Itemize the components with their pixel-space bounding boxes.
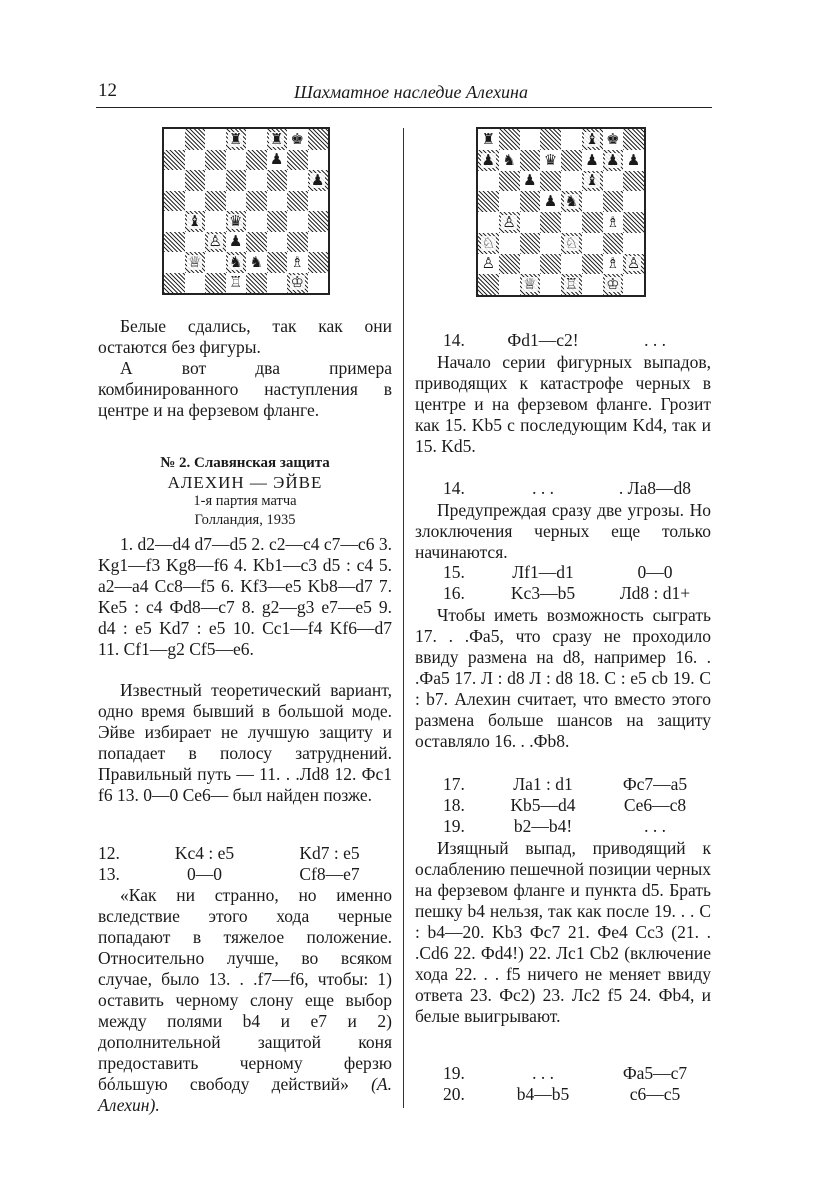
square-a7 — [164, 150, 185, 171]
white-move: b4—b5 — [516, 1084, 570, 1104]
square-a7 — [478, 150, 499, 171]
square-f3 — [582, 233, 603, 254]
black-move: Фa5—c7 — [622, 1063, 688, 1083]
square-b2 — [185, 252, 206, 273]
square-a4 — [164, 211, 185, 232]
square-b3 — [185, 232, 206, 253]
white-move: 0—0 — [187, 864, 222, 884]
square-f2 — [582, 254, 603, 275]
square-b1 — [499, 274, 520, 295]
quote-text: «Как ни странно, но именно вследствие этого хода черные попадают в тяжелое положение. Относительно лучше, во всяком случае, было 13. . .f7—f6, чтобы: 1) оставить черному слону еще выбор между полями b4 и e7 и 2) дополнительной защитой коня предоставить черному ферзю бóльшую свободу действий» — [98, 885, 392, 1094]
chess-piece-icon: ♟ — [606, 150, 620, 169]
chess-piece-icon: ♖ — [229, 273, 243, 292]
chess-piece-icon: ♜ — [481, 129, 496, 148]
square-f7 — [267, 150, 288, 171]
square-d7 — [540, 150, 561, 171]
square-a1 — [478, 274, 499, 295]
game-players: АЛЕХИН — ЭЙВЕ — [167, 473, 323, 492]
black-move: Ce6—c8 — [623, 795, 687, 815]
square-e1 — [561, 274, 582, 295]
chess-piece-icon: ♞ — [502, 150, 516, 169]
white-move: . . . — [532, 478, 554, 498]
square-b5 — [499, 191, 520, 212]
move-row-14b — [443, 478, 711, 499]
square-d8 — [226, 129, 247, 150]
square-g7 — [603, 150, 624, 171]
square-g3 — [603, 233, 624, 254]
square-g7 — [287, 150, 308, 171]
square-e4 — [561, 212, 582, 233]
square-d6 — [226, 170, 247, 191]
black-move: . Лa8—d8 — [618, 478, 692, 498]
move-row-14 — [443, 330, 711, 351]
chess-piece-icon: ♜ — [270, 129, 284, 148]
square-g5 — [603, 191, 624, 212]
header-rule — [96, 107, 712, 108]
square-d5 — [226, 191, 247, 212]
square-a2 — [164, 252, 185, 273]
square-c2 — [205, 252, 226, 273]
move-row-18 — [443, 795, 711, 816]
square-c7 — [520, 150, 541, 171]
chess-piece-icon: ♟ — [585, 150, 599, 169]
square-f6 — [582, 171, 603, 192]
black-move: 0—0 — [637, 562, 673, 582]
white-move: Лf1—d1 — [512, 562, 574, 582]
square-b4 — [499, 212, 520, 233]
black-move: c6—c5 — [629, 1084, 681, 1104]
square-a6 — [478, 171, 499, 192]
square-c2 — [520, 254, 541, 275]
square-h5 — [308, 191, 329, 212]
square-g4 — [603, 212, 624, 233]
square-d4 — [226, 211, 247, 232]
move-number: 16. — [443, 583, 465, 603]
square-h8 — [623, 129, 644, 150]
square-c6 — [205, 170, 226, 191]
square-d3 — [226, 232, 247, 253]
white-move: Kc4 : e5 — [174, 843, 235, 863]
chess-piece-icon: ♟ — [481, 150, 496, 169]
square-a2 — [478, 254, 499, 275]
square-e1 — [246, 273, 267, 294]
square-d7 — [226, 150, 247, 171]
white-move: Фd1—c2! — [507, 330, 579, 350]
square-f3 — [267, 232, 288, 253]
move-row-17 — [443, 774, 711, 795]
chess-piece-icon: ♘ — [564, 233, 579, 252]
square-c1 — [520, 274, 541, 295]
square-a5 — [164, 191, 185, 212]
square-e4 — [246, 211, 267, 232]
move-row-19b — [443, 1063, 711, 1084]
move-number: 15. — [443, 562, 465, 582]
quote-author: (А. Алехин). — [98, 1074, 393, 1115]
chess-piece-icon: ♚ — [290, 129, 304, 148]
chess-piece-icon: ♟ — [229, 232, 243, 251]
game-place: Голландия, 1935 — [194, 512, 296, 528]
square-e6 — [246, 170, 267, 191]
square-g2 — [603, 254, 624, 275]
chess-piece-icon: ♕ — [188, 252, 202, 271]
square-g1 — [603, 274, 624, 295]
paragraph-start: Начало серии фигурных выпадов, приводящих к катастрофе черных в центре и на ферзевом фланге. Грозит как 15. Kb5 с последующим Kd4, так и 15. Kd5. — [415, 352, 711, 456]
square-h2 — [623, 254, 644, 275]
square-e7 — [246, 150, 267, 171]
square-f1 — [267, 273, 288, 294]
move-row-13 — [98, 864, 392, 885]
move-number: 17. — [443, 774, 465, 794]
square-g2 — [287, 252, 308, 273]
square-b1 — [185, 273, 206, 294]
square-h2 — [308, 252, 329, 273]
chess-piece-icon: ♚ — [606, 129, 620, 148]
square-c7 — [205, 150, 226, 171]
square-f6 — [267, 170, 288, 191]
chess-piece-icon: ♟ — [270, 150, 284, 169]
square-d6 — [540, 171, 561, 192]
square-f8 — [267, 129, 288, 150]
square-f5 — [582, 191, 603, 212]
square-g8 — [287, 129, 308, 150]
square-b3 — [499, 233, 520, 254]
square-h3 — [308, 232, 329, 253]
chess-piece-icon: ♜ — [229, 129, 243, 148]
chessboard-1 — [162, 127, 330, 295]
square-e2 — [561, 254, 582, 275]
square-b7 — [499, 150, 520, 171]
square-b8 — [185, 129, 206, 150]
square-h7 — [623, 150, 644, 171]
black-move: Cf8—e7 — [299, 864, 360, 884]
square-e8 — [246, 129, 267, 150]
page-number: 12 — [98, 80, 117, 101]
square-a5 — [478, 191, 499, 212]
column-divider — [403, 128, 404, 1108]
black-move: . . . — [644, 330, 666, 350]
chess-piece-icon: ♟ — [543, 192, 558, 211]
square-d3 — [540, 233, 561, 254]
move-number: 19. — [443, 1063, 465, 1083]
chess-piece-icon: ♟ — [523, 171, 537, 190]
square-c6 — [520, 171, 541, 192]
chess-piece-icon: ♝ — [188, 211, 202, 230]
square-f8 — [582, 129, 603, 150]
white-move: Лa1 : d1 — [513, 774, 573, 794]
move-number: 14. — [443, 330, 465, 350]
square-c3 — [205, 232, 226, 253]
chess-piece-icon: ♕ — [523, 275, 537, 294]
square-e3 — [561, 233, 582, 254]
game-header — [98, 454, 392, 530]
square-g1 — [287, 273, 308, 294]
move-number: 13. — [98, 864, 120, 884]
chess-piece-icon: ♔ — [290, 273, 304, 292]
square-b8 — [499, 129, 520, 150]
chess-piece-icon: ♙ — [208, 232, 222, 251]
square-a8 — [478, 129, 499, 150]
square-h5 — [623, 191, 644, 212]
white-move: Kc3—b5 — [510, 583, 576, 603]
square-c8 — [520, 129, 541, 150]
square-g5 — [287, 191, 308, 212]
white-move: Kb5—d4 — [510, 795, 576, 815]
square-e5 — [561, 191, 582, 212]
move-number: 14. — [443, 478, 465, 498]
square-a8 — [164, 129, 185, 150]
chess-piece-icon: ♔ — [606, 275, 620, 294]
move-row-20 — [443, 1084, 711, 1105]
square-d4 — [540, 212, 561, 233]
square-d5 — [540, 191, 561, 212]
paragraph-examples: А вот два примера комбинированного наступления в центре и на ферзевом фланге. — [98, 358, 392, 420]
square-e8 — [561, 129, 582, 150]
move-number: 20. — [443, 1084, 465, 1104]
square-g6 — [603, 171, 624, 192]
chess-piece-icon: ♗ — [290, 252, 304, 271]
chess-piece-icon: ♞ — [564, 192, 579, 211]
square-e7 — [561, 150, 582, 171]
square-a4 — [478, 212, 499, 233]
square-a6 — [164, 170, 185, 191]
square-g4 — [287, 211, 308, 232]
square-h3 — [623, 233, 644, 254]
square-e2 — [246, 252, 267, 273]
chess-piece-icon: ♝ — [585, 129, 599, 148]
chess-piece-icon: ♙ — [626, 254, 641, 273]
square-d1 — [540, 274, 561, 295]
paragraph-quote — [98, 885, 392, 1116]
square-c4 — [205, 211, 226, 232]
square-h1 — [308, 273, 329, 294]
white-move: . . . — [532, 1063, 554, 1083]
square-c1 — [205, 273, 226, 294]
chess-piece-icon: ♘ — [481, 233, 496, 252]
paragraph-warn: Предупреждая сразу две угрозы. Но злоключения черных еще только начинаются. — [415, 500, 711, 562]
square-f4 — [267, 211, 288, 232]
square-a3 — [164, 232, 185, 253]
move-number: 12. — [98, 843, 120, 863]
square-h4 — [623, 212, 644, 233]
chess-piece-icon: ♞ — [229, 252, 243, 271]
paragraph-moves: 1. d2—d4 d7—d5 2. c2—c4 c7—c6 3. Kg1—f3 Kg8—f6 4. Kb1—c3 d5 : c4 5. a2—a4 Cc8—f5 6. Kf3—e5 Kb8—d7 7. Ke5 : c4 Фd8—c7 8. g2—g3 e7—e5 9. d4 : e5 Kd7 : e5 10. Cc1—f4 Kf6—d7 11. Cf1—g2 Cf5—e6. — [98, 534, 392, 659]
chess-piece-icon: ♗ — [606, 212, 620, 231]
square-c4 — [520, 212, 541, 233]
square-b6 — [185, 170, 206, 191]
square-d2 — [226, 252, 247, 273]
square-f4 — [582, 212, 603, 233]
square-e3 — [246, 232, 267, 253]
chess-piece-icon: ♟ — [311, 170, 325, 189]
chess-piece-icon: ♗ — [606, 254, 620, 273]
square-g8 — [603, 129, 624, 150]
square-b2 — [499, 254, 520, 275]
move-row-15 — [443, 562, 711, 583]
square-e6 — [561, 171, 582, 192]
square-e5 — [246, 191, 267, 212]
chessboard-2 — [476, 127, 646, 297]
move-row-12 — [98, 843, 392, 864]
square-b6 — [499, 171, 520, 192]
paragraph-resign: Белые сдались, так как они остаются без фигуры. — [98, 316, 392, 357]
chess-piece-icon: ♖ — [564, 275, 579, 294]
black-move: Лd8 : d1+ — [619, 583, 691, 603]
square-a3 — [478, 233, 499, 254]
square-c3 — [520, 233, 541, 254]
white-move: b2—b4! — [513, 816, 573, 836]
paragraph-reason: Чтобы иметь возможность сыграть 17. . .Фa5, что сразу не проходило ввиду размена на d8, например 16. . .Фa5 17. Л : d8 Л : d8 18. C : e5 cb 19. C : b7. Алехин считает, что вместо этого размена больше шансов на защиту оставляло 16. . .Фb8. — [415, 605, 711, 751]
square-h6 — [623, 171, 644, 192]
square-c8 — [205, 129, 226, 150]
game-title: № 2. Славянская защита — [160, 455, 330, 471]
square-g6 — [287, 170, 308, 191]
square-d2 — [540, 254, 561, 275]
paragraph-elegant: Изящный выпад, приводящий к ослаблению пешечной позиции черных на ферзевом фланге и пункта d5. Брать пешку b4 нельзя, так как после 19. . . C : b4—20. Kb3 Фc7 21. Фe4 Cc3 (21. . .Cd6 22. Фd4!) 22. Лc1 Cb2 (включение хода 22. . . f5 ничего не меняет ввиду ответа 23. Фc2) 23. Лc2 f5 24. Фb4, и белые выигрывают. — [415, 838, 711, 1026]
chess-piece-icon: ♙ — [502, 212, 516, 231]
square-h1 — [623, 274, 644, 295]
square-b4 — [185, 211, 206, 232]
square-c5 — [205, 191, 226, 212]
square-h7 — [308, 150, 329, 171]
chess-piece-icon: ♛ — [229, 211, 243, 230]
square-c5 — [520, 191, 541, 212]
game-match: 1-я партия матча — [193, 493, 297, 509]
chess-diagram-1 — [162, 127, 330, 295]
square-h8 — [308, 129, 329, 150]
square-f7 — [582, 150, 603, 171]
move-number: 19. — [443, 816, 465, 836]
square-g3 — [287, 232, 308, 253]
chess-piece-icon: ♟ — [626, 150, 641, 169]
square-h6 — [308, 170, 329, 191]
square-h4 — [308, 211, 329, 232]
square-b5 — [185, 191, 206, 212]
paragraph-theory: Известный теоретический вариант, одно время бывший в большой моде. Эйве избирает не лучшую защиту и попадает в полосу затруднений. Правильный путь — 11. . .Лd8 12. Фc1 f6 13. 0—0 Ce6— был найден позже. — [98, 680, 392, 805]
square-f1 — [582, 274, 603, 295]
move-row-16 — [443, 583, 711, 604]
chess-diagram-2 — [476, 127, 646, 297]
square-d1 — [226, 273, 247, 294]
black-move: Фc7—a5 — [622, 774, 688, 794]
running-title: Шахматное наследие Алехина — [294, 82, 528, 102]
chess-piece-icon: ♝ — [585, 171, 599, 190]
chess-piece-icon: ♙ — [481, 254, 496, 273]
square-a1 — [164, 273, 185, 294]
move-row-19 — [443, 816, 711, 837]
chess-piece-icon: ♞ — [249, 252, 263, 271]
black-move: Kd7 : e5 — [299, 843, 360, 863]
black-move: . . . — [644, 816, 666, 836]
square-d8 — [540, 129, 561, 150]
move-number: 18. — [443, 795, 465, 815]
square-f5 — [267, 191, 288, 212]
square-b7 — [185, 150, 206, 171]
square-f2 — [267, 252, 288, 273]
chess-piece-icon: ♛ — [543, 150, 558, 169]
